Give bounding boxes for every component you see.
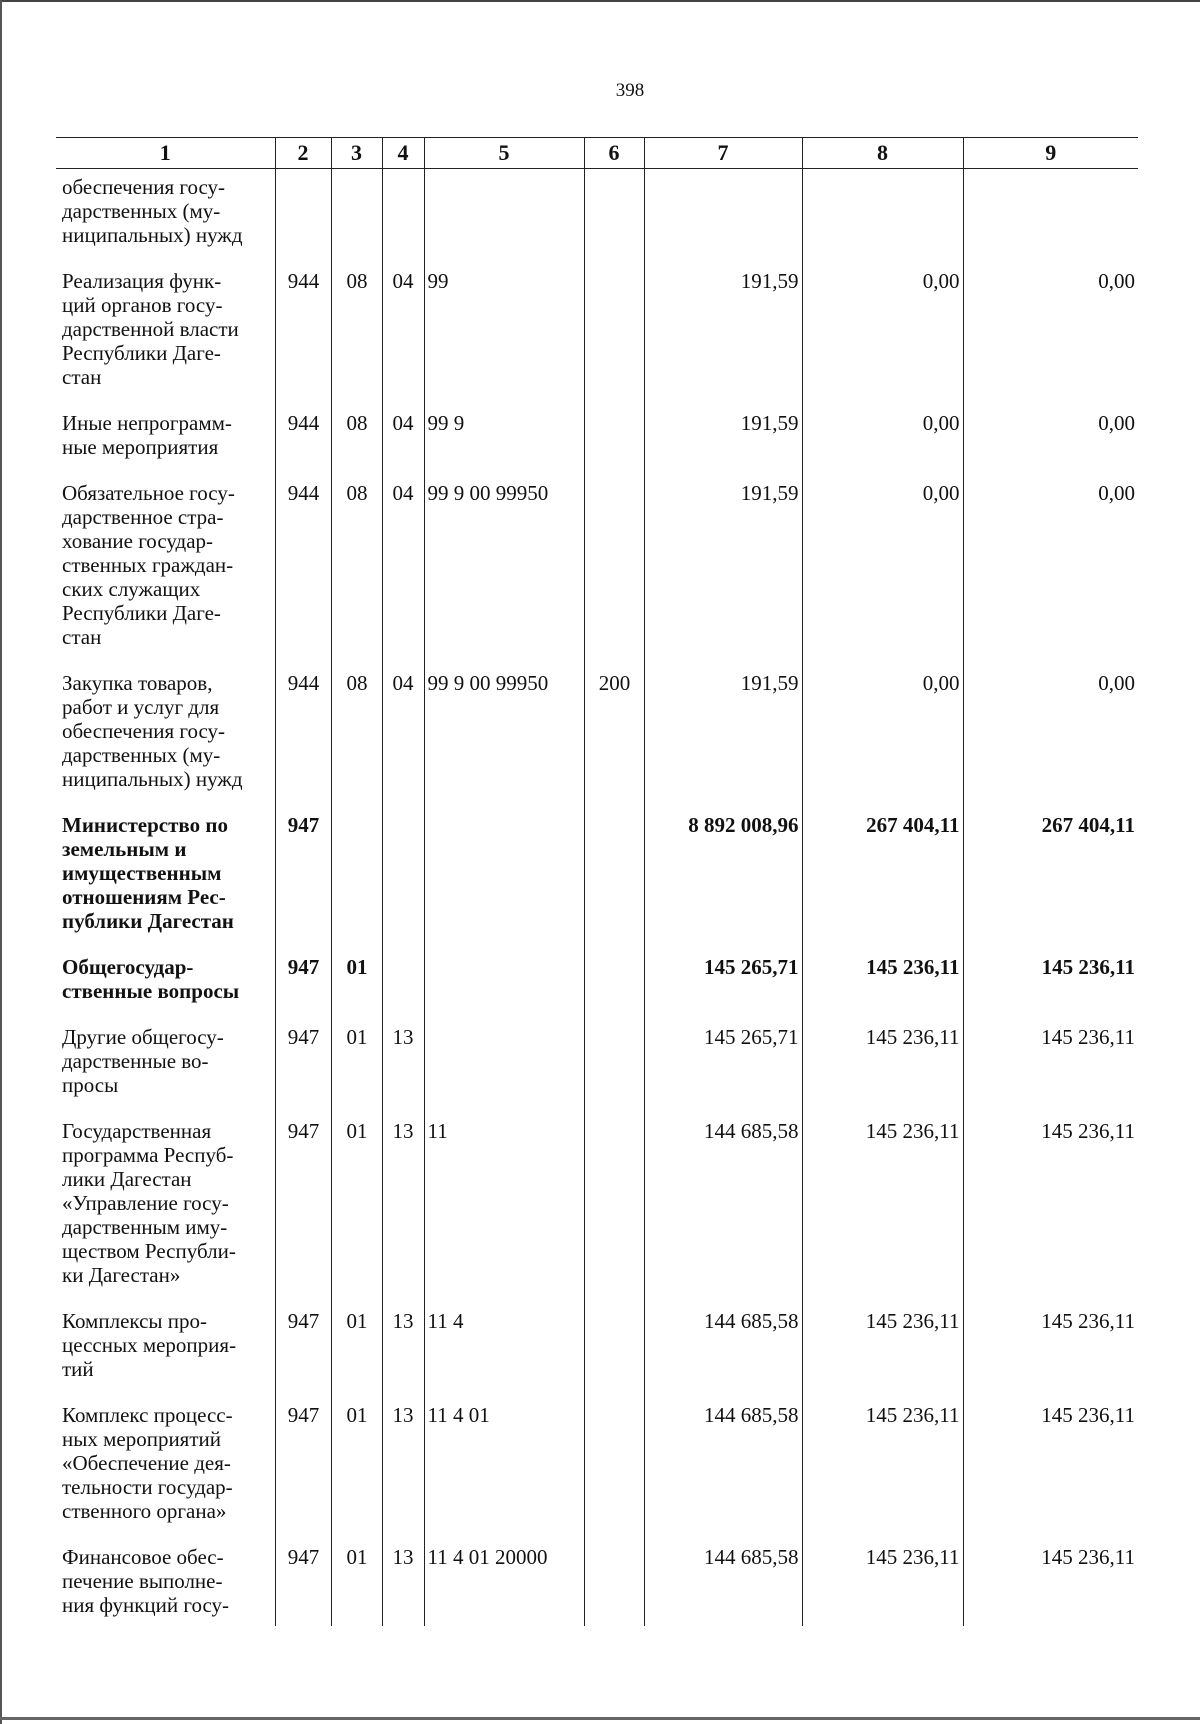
- subsection-code: [382, 955, 424, 1025]
- row-name: Финансовое обес- печение выполне- ния функций госу-: [62, 1545, 230, 1617]
- row-name: обеспечения госу- дарственных (му- ниципальных) нужд: [62, 175, 243, 247]
- amount-col-7: 144 685,58: [644, 1309, 802, 1403]
- section-code: 08: [331, 671, 382, 813]
- section-code: 01: [331, 1119, 382, 1309]
- column-header: 9: [963, 138, 1138, 169]
- row-name: Министерство по земельным и имущественным отношениям Рес- публики Дагестан: [62, 813, 234, 933]
- target-article-code: [424, 813, 584, 955]
- target-article-code: 11 4: [424, 1309, 584, 1403]
- target-article-code: [424, 955, 584, 1025]
- amount-col-9: 145 236,11: [963, 1025, 1138, 1119]
- amount-col-8: 145 236,11: [802, 1309, 963, 1403]
- table-row: [56, 269, 1138, 411]
- grbs-code: 944: [275, 411, 331, 481]
- subsection-code: 13: [382, 1403, 424, 1545]
- row-name: Реализация функ- ций органов госу- дарственной власти Республики Даге- стан: [62, 269, 239, 389]
- table-row: [56, 1403, 1138, 1545]
- expense-type-code: [584, 1403, 644, 1545]
- expense-type-code: [584, 411, 644, 481]
- target-article-code: 11 4 01: [424, 1403, 584, 1545]
- row-name: Иные непрограмм- ные мероприятия: [62, 411, 232, 459]
- amount-col-9: 0,00: [963, 269, 1138, 411]
- table-row: [56, 955, 1138, 1025]
- section-code: 01: [331, 1025, 382, 1119]
- column-header: 3: [331, 138, 382, 169]
- target-article-code: 11: [424, 1119, 584, 1309]
- amount-col-9: 145 236,11: [963, 1119, 1138, 1309]
- amount-col-7: 144 685,58: [644, 1403, 802, 1545]
- section-code: 01: [331, 955, 382, 1025]
- amount-col-7: 191,59: [644, 411, 802, 481]
- amount-col-8: 0,00: [802, 411, 963, 481]
- amount-col-8: 145 236,11: [802, 1403, 963, 1545]
- amount-col-9: 267 404,11: [963, 813, 1138, 955]
- amount-col-7: 191,59: [644, 671, 802, 813]
- subsection-code: 04: [382, 481, 424, 671]
- target-article-code: 11 4 01 20000: [424, 1545, 584, 1626]
- row-name: Общегосудар- ственные вопросы: [62, 955, 240, 1003]
- expense-type-code: [584, 813, 644, 955]
- amount-col-9: 0,00: [963, 671, 1138, 813]
- section-code: [331, 169, 382, 270]
- amount-col-7: 144 685,58: [644, 1119, 802, 1309]
- amount-col-8: 145 236,11: [802, 1025, 963, 1119]
- table-row: [56, 481, 1138, 671]
- grbs-code: 947: [275, 955, 331, 1025]
- scan-border-bottom: [0, 1717, 1200, 1720]
- table-row: [56, 671, 1138, 813]
- grbs-code: 947: [275, 813, 331, 955]
- expense-type-code: [584, 1119, 644, 1309]
- amount-col-9: 145 236,11: [963, 1403, 1138, 1545]
- amount-col-8: 267 404,11: [802, 813, 963, 955]
- expense-type-code: [584, 481, 644, 671]
- grbs-code: 947: [275, 1309, 331, 1403]
- subsection-code: 04: [382, 269, 424, 411]
- target-article-code: [424, 1025, 584, 1119]
- page-number: 398: [615, 80, 645, 101]
- grbs-code: [275, 169, 331, 270]
- table-row: [56, 1545, 1138, 1626]
- grbs-code: 944: [275, 671, 331, 813]
- expense-type-code: [584, 269, 644, 411]
- section-code: 01: [331, 1545, 382, 1626]
- column-header: 7: [644, 138, 802, 169]
- amount-col-8: 145 236,11: [802, 1545, 963, 1626]
- expense-type-code: [584, 1545, 644, 1626]
- target-article-code: 99 9 00 99950: [424, 481, 584, 671]
- subsection-code: 13: [382, 1309, 424, 1403]
- amount-col-8: [802, 169, 963, 270]
- amount-col-9: 145 236,11: [963, 955, 1138, 1025]
- column-header: 8: [802, 138, 963, 169]
- amount-col-9: 0,00: [963, 481, 1138, 671]
- target-article-code: [424, 169, 584, 270]
- amount-col-7: [644, 169, 802, 270]
- column-header: 6: [584, 138, 644, 169]
- subsection-code: 13: [382, 1025, 424, 1119]
- column-header: 5: [424, 138, 584, 169]
- target-article-code: 99 9 00 99950: [424, 671, 584, 813]
- section-code: 01: [331, 1403, 382, 1545]
- grbs-code: 947: [275, 1403, 331, 1545]
- section-code: [331, 813, 382, 955]
- table-row: [56, 1025, 1138, 1119]
- section-code: 08: [331, 481, 382, 671]
- column-header: 2: [275, 138, 331, 169]
- grbs-code: 947: [275, 1025, 331, 1119]
- column-header: 4: [382, 138, 424, 169]
- table-row: [56, 1309, 1138, 1403]
- expense-type-code: [584, 955, 644, 1025]
- row-name: Обязательное госу- дарственное стра- хование государ- ственных граждан- ских служащих Республики Даге- стан: [62, 481, 235, 649]
- grbs-code: 947: [275, 1119, 331, 1309]
- amount-col-8: 0,00: [802, 481, 963, 671]
- row-name: Другие общегосу- дарственные во- просы: [62, 1025, 224, 1097]
- subsection-code: 13: [382, 1545, 424, 1626]
- section-code: 08: [331, 269, 382, 411]
- section-code: 01: [331, 1309, 382, 1403]
- amount-col-8: 145 236,11: [802, 1119, 963, 1309]
- column-number-header: [56, 138, 1138, 169]
- subsection-code: [382, 813, 424, 955]
- scan-border-left: [0, 0, 2, 1724]
- table-row: [56, 1119, 1138, 1309]
- amount-col-8: 145 236,11: [802, 955, 963, 1025]
- target-article-code: 99: [424, 269, 584, 411]
- amount-col-7: 145 265,71: [644, 1025, 802, 1119]
- table-row: [56, 411, 1138, 481]
- grbs-code: 947: [275, 1545, 331, 1626]
- amount-col-9: 145 236,11: [963, 1545, 1138, 1626]
- expense-type-code: [584, 1025, 644, 1119]
- table-body: [56, 169, 1138, 1627]
- expense-type-code: [584, 1309, 644, 1403]
- row-name: Закупка товаров, работ и услуг для обеспечения госу- дарственных (му- ниципальных) нужд: [62, 671, 243, 791]
- budget-table: [56, 137, 1138, 1626]
- target-article-code: 99 9: [424, 411, 584, 481]
- amount-col-7: 8 892 008,96: [644, 813, 802, 955]
- amount-col-8: 0,00: [802, 269, 963, 411]
- expense-type-code: 200: [584, 671, 644, 813]
- amount-col-7: 191,59: [644, 269, 802, 411]
- subsection-code: [382, 169, 424, 270]
- amount-col-8: 0,00: [802, 671, 963, 813]
- row-name: Комплексы про- цессных мероприя- тий: [62, 1309, 237, 1381]
- amount-col-7: 145 265,71: [644, 955, 802, 1025]
- row-name: Государственная программа Респуб- лики Дагестан «Управление госу- дарственным иму- ществом Республи- ки Дагестан»: [62, 1119, 236, 1287]
- table-row: [56, 813, 1138, 955]
- section-code: 08: [331, 411, 382, 481]
- grbs-code: 944: [275, 481, 331, 671]
- grbs-code: 944: [275, 269, 331, 411]
- row-name: Комплекс процесс- ных мероприятий «Обеспечение дея- тельности государ- ственного органа»: [62, 1403, 233, 1523]
- amount-col-9: [963, 169, 1138, 270]
- subsection-code: 04: [382, 671, 424, 813]
- table-row: [56, 169, 1138, 270]
- scan-border-top: [0, 0, 1200, 2]
- amount-col-7: 191,59: [644, 481, 802, 671]
- expense-type-code: [584, 169, 644, 270]
- amount-col-9: 145 236,11: [963, 1309, 1138, 1403]
- subsection-code: 04: [382, 411, 424, 481]
- subsection-code: 13: [382, 1119, 424, 1309]
- amount-col-7: 144 685,58: [644, 1545, 802, 1626]
- amount-col-9: 0,00: [963, 411, 1138, 481]
- column-header: 1: [56, 138, 275, 169]
